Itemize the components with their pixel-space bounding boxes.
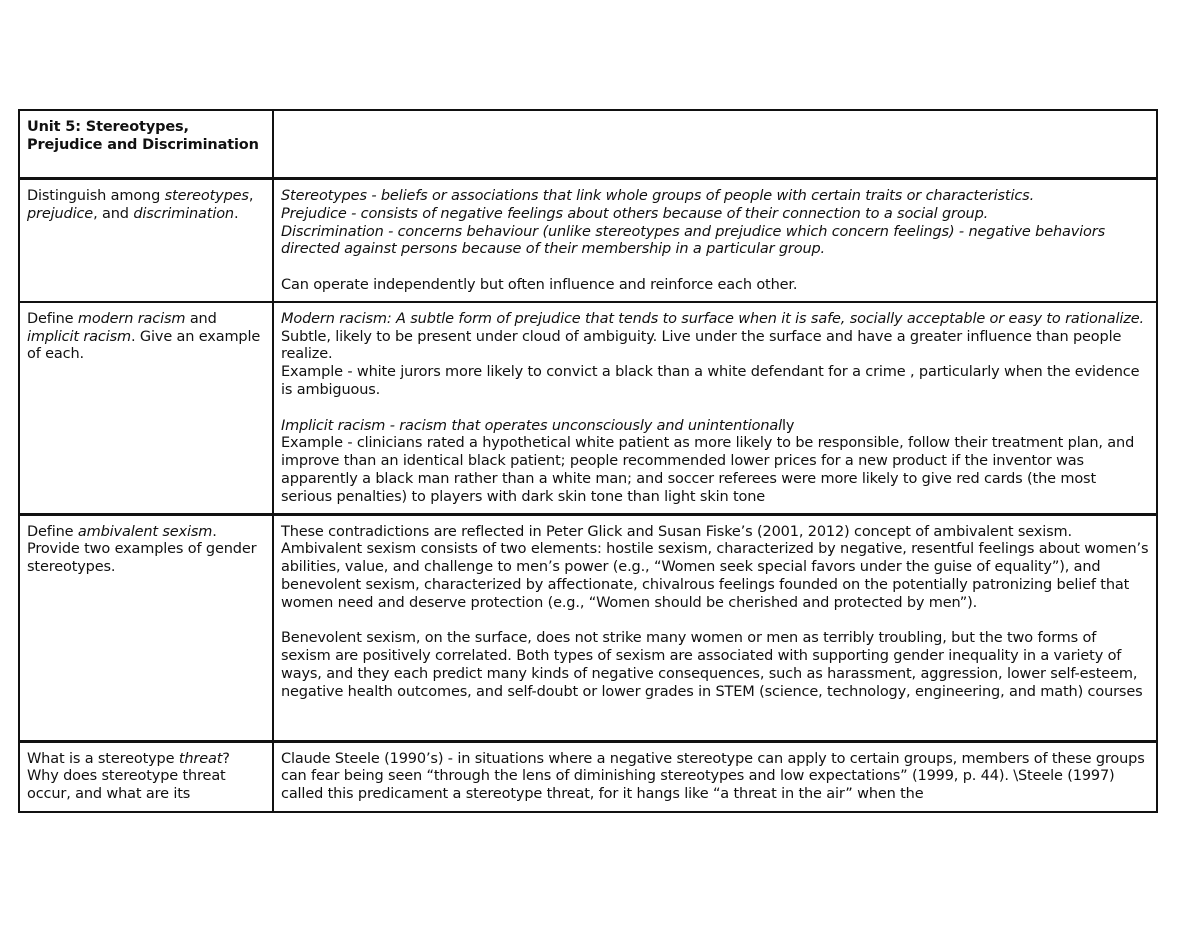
definition-term: Implicit racism - racism that operates unconsciously and unintentional [281, 417, 783, 434]
answer-paragraph: Discrimination - concerns behaviour (unlike stereotypes and prejudice which concern feelings) - negative behaviors directed against persons because of their membership in a particular group. [281, 223, 1105, 258]
question-term: modern racism [77, 310, 186, 327]
paragraph-gap [281, 259, 1149, 277]
answer-paragraph: Benevolent sexism, on the surface, does not strike many women or men as terribly troubling, but the two forms of sexism are positively correlated. Both types of sexism are associated with supporting gender inequality in a variety of ways, and they each predict many kinds of negative consequences, such as harassment, aggression, lower self-esteem, negative health outcomes, and self-doubt or lower grades in STEM (science, technology, engineering, and math) courses [281, 630, 1143, 700]
question-part: Define [27, 523, 78, 540]
answer-paragraph: Prejudice - consists of negative feelings about others because of their connection to a social group. [281, 205, 989, 222]
answer-paragraph: These contradictions are reflected in Peter Glick and Susan Fiske’s (2001, 2012) concept of ambivalent sexism. Ambivalent sexism consists of two elements: hostile sexism, characterized by negative, resentful feelings about women’s abilities, value, and challenge to men’s power (e.g., “Women seek special favors under the guise of equality”), and benevolent sexism, characterized by affectionate, chivalrous feelings founded on the potentially patronizing belief that women need and deserve protection (e.g., “Women should be cherished and protected by men”). [281, 523, 1149, 611]
question-text [27, 311, 260, 363]
question-part: , [248, 188, 254, 204]
question-text [27, 524, 256, 576]
question-part: . [233, 205, 239, 222]
answer-paragraph: Can operate independently but often influence and reinforce each other. [281, 276, 798, 293]
answer-paragraph: Example - white jurors more likely to convict a black than a white defendant for a crime , particularly when the evidence is ambiguous. [281, 364, 1140, 398]
question-part: What is a stereotype [27, 750, 179, 767]
table-row [19, 302, 1157, 514]
question-text [27, 751, 230, 803]
question-part: . Give an example of each. [27, 328, 261, 363]
table-row [19, 179, 1157, 302]
question-part: Define [27, 310, 78, 327]
paragraph-gap [281, 613, 1149, 631]
header-empty-cell [273, 110, 1157, 179]
answer-paragraph: Example - clinicians rated a hypothetical white patient as more likely to be responsible, follow their treatment plan, and improve than an identical black patient; people recommended lower prices for a new product if the inventor was apparently a black man rather than a white man; and soccer referees were more likely to give red cards (the most serious penalties) to players with dark skin tone than light skin tone [281, 435, 1135, 505]
question-term: prejudice [27, 205, 94, 222]
table-row [19, 741, 1157, 812]
question-cell [19, 179, 273, 302]
answer-cell [273, 302, 1157, 514]
question-term: discrimination [133, 205, 234, 222]
question-term: implicit racism [27, 328, 131, 345]
answer-cell [273, 179, 1157, 302]
question-part: Distinguish among [27, 188, 165, 204]
table-header-row [19, 110, 1157, 179]
unit-title-cell [19, 110, 273, 179]
table-row [19, 514, 1157, 741]
question-part: , and [93, 205, 134, 222]
notes-table [18, 109, 1158, 813]
unit-title: Unit 5: Stereotypes, Prejudice and Discrimination [27, 119, 259, 153]
answer-paragraph: Claude Steele (1990’s) - in situations where a negative stereotype can apply to certain groups, members of these groups can fear being seen “through the lens of diminishing stereotypes and low expectations” (1999, p. 44). \Steele (1997) called this predicament a stereotype threat, for it hangs like “a threat in the air” when the [281, 750, 1145, 803]
question-term: stereotypes [164, 188, 249, 204]
question-term: ambivalent sexism [77, 523, 213, 540]
question-cell [19, 741, 273, 812]
definition-term: Modern racism: A subtle form of prejudice that tends to surface when it is safe, socially acceptable or easy to rationalize. [281, 310, 1144, 327]
question-cell [19, 302, 273, 514]
question-part: . Provide two examples of gender stereotypes. [27, 523, 257, 576]
question-cell [19, 514, 273, 741]
definition-detail: Subtle, likely to be present under cloud of ambiguity. Live under the surface and have a greater influence than people realize. [281, 328, 1122, 363]
paragraph-gap [281, 400, 1149, 418]
question-part: and [185, 310, 217, 327]
answer-paragraph [281, 418, 1149, 436]
question-term: threat [178, 750, 223, 767]
answer-paragraph: Stereotypes - beliefs or associations that link whole groups of people with certain traits or characteristics. [281, 188, 1035, 204]
answer-cell [273, 514, 1157, 741]
definition-detail: ly [782, 417, 795, 434]
question-part: ? Why does stereotype threat occur, and what are its [27, 750, 230, 803]
answer-paragraph [281, 311, 1149, 364]
question-text [27, 188, 253, 222]
answer-cell [273, 741, 1157, 812]
